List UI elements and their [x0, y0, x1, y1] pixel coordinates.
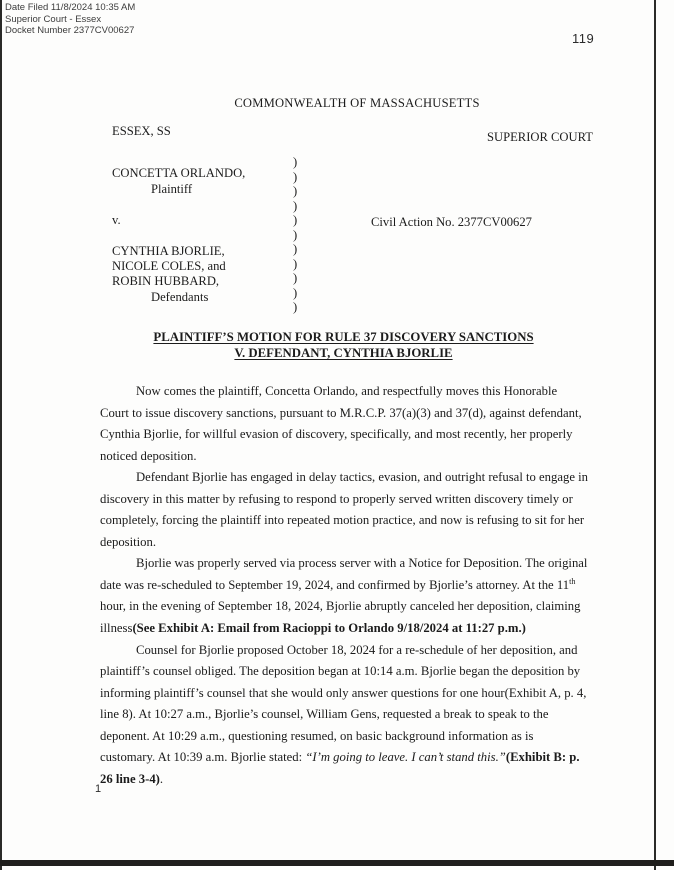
motion-title-line1: PLAINTIFF’S MOTION FOR RULE 37 DISCOVERY SANCTIONS	[153, 330, 534, 344]
scan-border-bottom	[0, 860, 674, 866]
scan-border-left	[0, 0, 2, 870]
motion-body	[100, 381, 589, 790]
motion-title	[100, 330, 587, 362]
versus-label: v.	[112, 213, 121, 227]
body-paragraph: Bjorlie was properly served via process server with a Notice for Deposition. The original date was re-scheduled to September 19, 2024, and confirmed by Bjorlie’s attorney. At the 11th hour, in the evening of September 18, 2024, Bjorlie abruptly canceled her deposition, claiming illness(See Exhibit A: Email from Racioppi to Orlando 9/18/2024 at 11:27 p.m.)	[100, 556, 588, 636]
filing-stamp-court: Superior Court - Essex	[5, 13, 102, 25]
filing-stamp	[5, 2, 135, 37]
footer-page-number: 1	[95, 783, 102, 795]
commonwealth-header: COMMONWEALTH OF MASSACHUSETTS	[234, 96, 480, 110]
scan-border-right	[654, 0, 656, 870]
filing-stamp-docket: Docket Number 2377CV00627	[5, 25, 135, 36]
civil-action-number: Civil Action No. 2377CV00627	[371, 215, 532, 229]
filing-stamp-date: Date Filed 11/8/2024 10:35 AM	[5, 2, 136, 13]
county-label: ESSEX, SS	[112, 124, 171, 138]
body-paragraph: Counsel for Bjorlie proposed October 18, 2024 for a re-schedule of her deposition, and plaintiff’s counsel obliged. The deposition began at 10:14 a.m. Bjorlie began the deposition by informing plaintiff’s counsel that she would only answer questions for one hour(Exhibit A, p. 4, line 8). At 10:27 a.m., Bjorlie’s counsel, William Gens, requested a break to speak to the deponent. At 10:29 a.m., questioning resumed, on basic background information as is customary. At 10:39 a.m. Bjorlie stated: “I’m going to leave. I can’t stand this.”(Exhibit B: p. 26 line 3-4).	[100, 642, 587, 786]
motion-title-line2: V. DEFENDANT, CYNTHIA BJORLIE	[234, 345, 453, 360]
body-paragraph: Now comes the plaintiff, Concetta Orlando, and respectfully moves this Honorable Court to issue discovery sanctions, pursuant to M.R.C.P. 37(a)(3) and 37(d), against defendant, Cynthia Bjorlie, for willful evasion of discovery, specifically, and most recently, her properly noticed deposition.	[100, 384, 582, 463]
plaintiff-name: CONCETTA ORLANDO,	[112, 166, 246, 180]
defendants-role-label: Defendants	[151, 290, 209, 304]
defendant-name: CYNTHIA BJORLIE,	[112, 244, 225, 258]
plaintiff-role-label: Plaintiff	[151, 182, 193, 196]
bates-page-number: 119	[572, 31, 595, 46]
caption-paren-column: ) ) ) ) ) ) ) ) ) ) )	[293, 155, 298, 314]
body-paragraph: Defendant Bjorlie has engaged in delay tactics, evasion, and outright refusal to engage in discovery in this matter by refusing to respond to properly served written discovery timely or completely, forcing the plaintiff into repeated motion practice, and now is refusing to sit for her deposition.	[100, 470, 589, 549]
defendant-name: ROBIN HUBBARD,	[112, 274, 220, 288]
court-label: SUPERIOR COURT	[487, 130, 593, 144]
defendant-name: NICOLE COLES, and	[112, 259, 226, 273]
